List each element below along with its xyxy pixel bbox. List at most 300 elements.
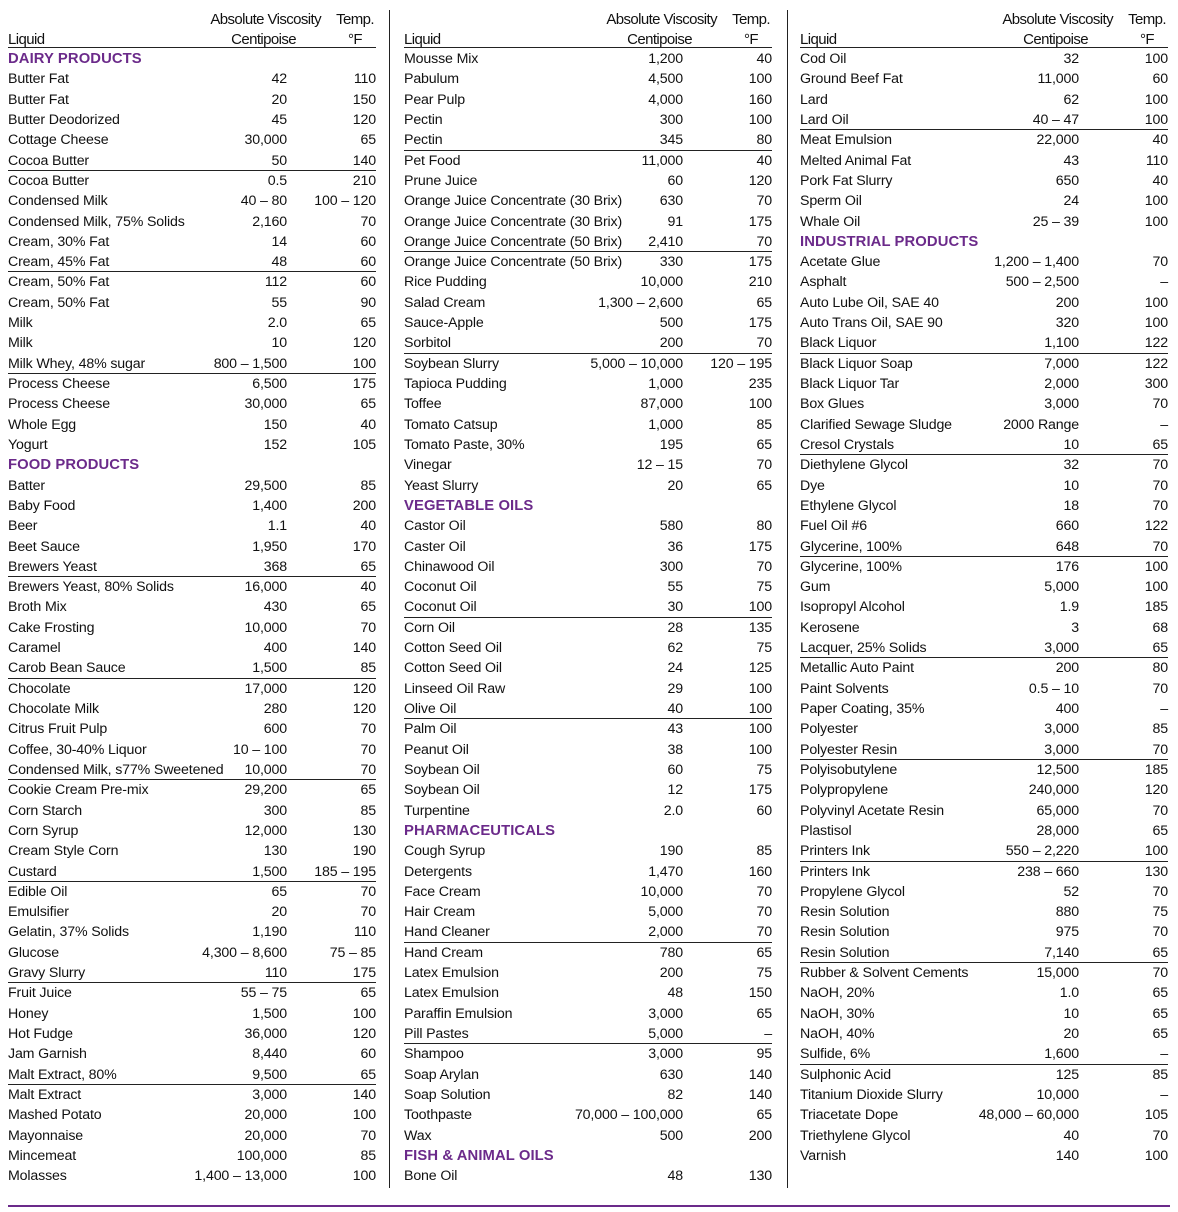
viscosity-value: 10 <box>1063 1005 1079 1022</box>
temperature-value: 100 – 120 <box>314 193 376 210</box>
viscosity-value: 52 <box>1063 883 1079 900</box>
table-row <box>800 191 1168 211</box>
table-row <box>8 313 376 333</box>
table-row <box>800 841 1168 861</box>
viscosity-value: 280 <box>263 701 287 717</box>
viscosity-value: 45 <box>271 111 287 128</box>
viscosity-value: 780 <box>659 944 683 961</box>
temperature-value: 100 <box>352 1107 376 1124</box>
temperature-value: 100 <box>748 396 772 413</box>
liquid-name: Lacquer, 25% Solids <box>800 640 927 657</box>
viscosity-value: 12,500 <box>1036 761 1079 778</box>
viscosity-value: 82 <box>667 1086 683 1103</box>
viscosity-value: 50 <box>271 152 287 169</box>
category-heading: PHARMACEUTICALS <box>404 822 556 839</box>
liquid-name: Condensed Milk, s77% Sweetened <box>8 761 224 778</box>
liquid-name: Batter <box>8 477 45 494</box>
liquid-name: Condensed Milk, 75% Solids <box>8 213 185 230</box>
liquid-name: Tapioca Pudding <box>404 376 507 392</box>
viscosity-value: 1,400 <box>252 497 287 514</box>
viscosity-value: 5,000 <box>1044 579 1079 596</box>
liquid-name: Vinegar <box>404 457 452 474</box>
table-row <box>8 882 376 902</box>
table-row <box>800 496 1168 516</box>
viscosity-value: 7,000 <box>1044 355 1079 372</box>
table-row <box>404 719 772 739</box>
liquid-name: Cresol Crystals <box>800 436 894 453</box>
table-row <box>8 293 376 313</box>
table-row <box>800 780 1168 800</box>
temperature-value: 135 <box>748 619 772 636</box>
liquid-name: Broth Mix <box>8 599 67 616</box>
viscosity-value: 40 <box>667 701 683 717</box>
temperature-value: 40 <box>360 518 376 535</box>
temperature-value: 70 <box>1152 680 1168 697</box>
table-row <box>404 476 772 496</box>
table-row <box>404 577 772 597</box>
viscosity-value: 48,000 – 60,000 <box>978 1107 1079 1124</box>
table-row <box>800 902 1168 922</box>
viscosity-value: 4,300 – 8,600 <box>202 944 287 961</box>
viscosity-value: 29,200 <box>244 782 287 799</box>
liquid-name: Resin Solution <box>800 924 890 941</box>
viscosity-value: 20,000 <box>244 1127 287 1144</box>
temperature-value: – <box>1160 416 1168 433</box>
category-heading: DAIRY PRODUCTS <box>8 51 142 67</box>
temperature-value: 200 <box>748 1127 772 1144</box>
table-row <box>404 1024 772 1044</box>
viscosity-value: 3,000 <box>648 1005 683 1022</box>
table-row <box>800 537 1168 557</box>
table-row <box>800 130 1168 150</box>
table-row <box>800 1004 1168 1024</box>
liquid-name: Polypropylene <box>800 782 888 799</box>
temperature-value: 65 <box>756 1005 772 1022</box>
liquid-name: Process Cheese <box>8 396 110 413</box>
temperature-value: 65 <box>360 599 376 616</box>
temperature-value: 70 <box>756 457 772 474</box>
temperature-value: 140 <box>352 640 376 657</box>
viscosity-value: 10 – 100 <box>232 741 287 758</box>
liquid-name: Polyvinyl Acetate Resin <box>800 802 945 819</box>
liquid-name: Wax <box>404 1127 432 1144</box>
liquid-name: Black Liquor <box>800 335 877 352</box>
category-heading: FOOD PRODUCTS <box>8 457 140 474</box>
liquid-name: Whole Egg <box>8 416 77 433</box>
temperature-value: 100 <box>1144 213 1168 230</box>
liquid-name: Pectin <box>404 111 443 128</box>
table-row <box>8 354 376 374</box>
liquid-name: Carob Bean Sauce <box>8 660 126 677</box>
table-row <box>800 69 1168 89</box>
table-row <box>404 902 772 922</box>
table-row <box>8 110 376 130</box>
table-row <box>800 1085 1168 1105</box>
temperature-value: 120 <box>352 1026 376 1042</box>
liquid-name: Olive Oil <box>404 701 457 717</box>
temperature-value: 60 <box>756 802 772 819</box>
temperature-value: 130 <box>748 1168 772 1185</box>
table-row <box>404 1065 772 1085</box>
table-row <box>8 252 376 272</box>
table-row <box>404 374 772 394</box>
category-heading: VEGETABLE OILS <box>404 497 534 514</box>
temperature-value: 70 <box>1152 497 1168 514</box>
liquid-name: Mashed Potato <box>8 1107 102 1124</box>
temperature-value: 70 <box>1152 254 1168 271</box>
table-column-3 <box>800 8 1168 1166</box>
liquid-name: Cream, 30% Fat <box>8 233 110 250</box>
temperature-value: 70 <box>1152 965 1168 982</box>
liquid-name: Bone Oil <box>404 1168 458 1185</box>
table-row <box>404 537 772 557</box>
liquid-name: Cotton Seed Oil <box>404 660 502 677</box>
liquid-name: Black Liquor Soap <box>800 355 913 372</box>
viscosity-value: 1,200 <box>648 51 683 67</box>
temperature-value: 40 <box>1152 172 1168 189</box>
liquid-name: Pill Pastes <box>404 1026 469 1042</box>
liquid-name: Emulsifier <box>8 904 69 921</box>
liquid-name: Toothpaste <box>404 1107 472 1124</box>
liquid-name: Salad Cream <box>404 294 486 311</box>
liquid-name: Box Glues <box>800 396 865 413</box>
header-rule <box>8 47 376 48</box>
table-row <box>8 597 376 617</box>
viscosity-value: 48 <box>667 1168 683 1185</box>
header-temp: Temp. <box>732 11 770 28</box>
table-row <box>8 801 376 821</box>
viscosity-value: 7,140 <box>1044 944 1079 961</box>
temperature-value: 120 <box>352 111 376 128</box>
liquid-name: Pabulum <box>404 71 459 88</box>
viscosity-value: 1,600 <box>1044 1046 1079 1063</box>
table-row <box>404 1166 772 1186</box>
table-row <box>800 740 1168 760</box>
table-row <box>8 1085 376 1105</box>
viscosity-value: 10,000 <box>244 761 287 778</box>
temperature-value: 70 <box>756 904 772 921</box>
temperature-value: 80 <box>756 518 772 535</box>
table-row <box>8 394 376 414</box>
temperature-value: 65 <box>360 396 376 413</box>
table-row <box>404 354 772 374</box>
temperature-value: 65 <box>360 315 376 332</box>
temperature-value: 85 <box>1152 1066 1168 1083</box>
table-row <box>8 516 376 536</box>
liquid-name: Clarified Sewage Sludge <box>800 416 952 433</box>
viscosity-value: 3,000 <box>1044 640 1079 657</box>
liquid-name: Corn Oil <box>404 619 455 636</box>
liquid-name: Metallic Auto Paint <box>800 660 914 677</box>
viscosity-value: 60 <box>667 761 683 778</box>
footer-rule <box>8 1205 1170 1207</box>
temperature-value: 122 <box>1144 355 1168 372</box>
viscosity-value: 880 <box>1055 904 1079 921</box>
table-row <box>8 1024 376 1044</box>
table-row <box>404 415 772 435</box>
liquid-name: Diethylene Glycol <box>800 457 908 474</box>
liquid-name: Lard Oil <box>800 111 849 128</box>
liquid-name: Dye <box>800 477 825 494</box>
viscosity-value: 36 <box>667 538 683 555</box>
table-row <box>800 313 1168 333</box>
temperature-value: – <box>1160 1046 1168 1063</box>
viscosity-value: 320 <box>1055 315 1079 332</box>
liquid-name: Tomato Paste, 30% <box>404 436 525 453</box>
liquid-name: Edible Oil <box>8 883 68 900</box>
table-row <box>800 212 1168 232</box>
liquid-name: Linseed Oil Raw <box>404 680 506 697</box>
liquid-name: Milk <box>8 335 33 352</box>
viscosity-value: 5,000 <box>648 904 683 921</box>
liquid-name: Mincemeat <box>8 1147 77 1164</box>
temperature-value: 85 <box>360 1147 376 1164</box>
viscosity-value: 1,400 – 13,000 <box>194 1168 287 1185</box>
table-row <box>800 801 1168 821</box>
liquid-name: Pear Pulp <box>404 91 465 108</box>
temperature-value: 65 <box>756 477 772 494</box>
temperature-value: 70 <box>360 741 376 758</box>
table-row <box>8 719 376 739</box>
temperature-value: 65 <box>756 436 772 453</box>
viscosity-value: 1,300 – 2,600 <box>598 294 683 311</box>
column-header <box>8 8 376 49</box>
viscosity-value: 30,000 <box>244 132 287 149</box>
header-rule <box>404 47 772 48</box>
liquid-name: Chocolate Milk <box>8 701 99 717</box>
liquid-name: Yeast Slurry <box>404 477 479 494</box>
viscosity-value: 20,000 <box>244 1107 287 1124</box>
liquid-name: Sauce-Apple <box>404 315 484 332</box>
viscosity-value: 29,500 <box>244 477 287 494</box>
viscosity-value: 2,000 <box>648 924 683 941</box>
table-row <box>404 1105 772 1125</box>
column-header <box>800 8 1168 49</box>
viscosity-value: 2,000 <box>1044 376 1079 392</box>
table-row <box>8 415 376 435</box>
temperature-value: 80 <box>756 132 772 149</box>
table-row <box>404 90 772 110</box>
table-row <box>404 49 772 69</box>
temperature-value: 175 <box>748 782 772 799</box>
table-row <box>8 841 376 861</box>
table-row <box>800 1146 1168 1166</box>
liquid-name: Gum <box>800 579 831 596</box>
liquid-name: Soap Solution <box>404 1086 491 1103</box>
table-row <box>800 577 1168 597</box>
viscosity-value: 5,000 <box>648 1026 683 1042</box>
temperature-value: 70 <box>1152 883 1168 900</box>
temperature-value: 65 <box>1152 985 1168 1002</box>
table-row <box>404 841 772 861</box>
viscosity-value: 1.0 <box>1059 985 1079 1002</box>
viscosity-value: 24 <box>667 660 683 677</box>
viscosity-value: 0.5 <box>267 172 287 189</box>
liquid-name: Detergents <box>404 863 472 880</box>
viscosity-value: 20 <box>271 904 287 921</box>
liquid-name: Ethylene Glycol <box>800 497 897 514</box>
viscosity-value: 29 <box>667 680 683 697</box>
viscosity-value: 150 <box>263 416 287 433</box>
temperature-value: 210 <box>748 274 772 291</box>
table-row <box>800 415 1168 435</box>
temperature-value: 122 <box>1144 335 1168 352</box>
liquid-name: Fuel Oil #6 <box>800 518 867 535</box>
temperature-value: – <box>1160 701 1168 717</box>
liquid-name: Paper Coating, 35% <box>800 701 925 717</box>
temperature-value: 70 <box>360 1127 376 1144</box>
liquid-name: Soybean Slurry <box>404 355 499 372</box>
viscosity-value: 40 <box>1063 1127 1079 1144</box>
temperature-value: 75 <box>756 965 772 982</box>
liquid-name: Glycerine, 100% <box>800 538 902 555</box>
viscosity-value: 630 <box>659 193 683 210</box>
header-liquid: Liquid <box>8 31 45 48</box>
temperature-value: 90 <box>360 294 376 311</box>
temperature-value: 95 <box>756 1046 772 1063</box>
temperature-value: 65 <box>756 944 772 961</box>
viscosity-value: 240,000 <box>1028 782 1079 799</box>
rows <box>8 49 376 1187</box>
temperature-value: 140 <box>748 1066 772 1083</box>
liquid-name: Sperm Oil <box>800 193 862 210</box>
table-row <box>800 963 1168 983</box>
table-row <box>800 597 1168 617</box>
temperature-value: 70 <box>360 213 376 230</box>
temperature-value: 100 <box>1144 315 1168 332</box>
temperature-value: 160 <box>748 91 772 108</box>
table-row <box>404 130 772 150</box>
temperature-value: – <box>1160 274 1168 291</box>
temperature-value: 70 <box>1152 924 1168 941</box>
viscosity-value: 330 <box>659 254 683 271</box>
temperature-value: 70 <box>1152 457 1168 474</box>
viscosity-value: 975 <box>1055 924 1079 941</box>
liquid-name: Hand Cream <box>404 944 483 961</box>
viscosity-value: 152 <box>263 436 287 453</box>
temperature-value: 100 <box>748 71 772 88</box>
viscosity-value: 55 – 75 <box>240 985 287 1002</box>
viscosity-value: 32 <box>1063 457 1079 474</box>
liquid-name: Polyester <box>800 721 858 738</box>
header-liquid: Liquid <box>404 31 441 48</box>
liquid-name: Orange Juice Concentrate (30 Brix) <box>404 193 623 210</box>
viscosity-value: 500 <box>659 1127 683 1144</box>
liquid-name: NaOH, 40% <box>800 1026 875 1042</box>
temperature-value: 70 <box>756 558 772 575</box>
temperature-value: 110 <box>353 924 376 941</box>
temperature-value: 140 <box>748 1086 772 1103</box>
temperature-value: 70 <box>756 193 772 210</box>
viscosity-value: 42 <box>271 71 287 88</box>
table-row <box>8 943 376 963</box>
temperature-value: 100 <box>748 741 772 758</box>
temperature-value: 100 <box>352 1168 376 1185</box>
liquid-name: Ground Beef Fat <box>800 71 903 88</box>
liquid-name: Melted Animal Fat <box>800 152 911 169</box>
viscosity-value: 65 <box>271 883 287 900</box>
viscosity-value: 500 <box>659 315 683 332</box>
liquid-name: Citrus Fruit Pulp <box>8 721 108 738</box>
liquid-name: Process Cheese <box>8 376 110 392</box>
temperature-value: 60 <box>360 274 376 291</box>
liquid-name: Palm Oil <box>404 721 457 738</box>
viscosity-value: 300 <box>263 802 287 819</box>
table-row <box>8 618 376 638</box>
table-row <box>8 1065 376 1085</box>
viscosity-value: 10,000 <box>640 883 683 900</box>
viscosity-value: 9,500 <box>252 1066 287 1083</box>
temperature-value: 75 <box>756 579 772 596</box>
viscosity-value: 20 <box>271 91 287 108</box>
liquid-name: Chinawood Oil <box>404 558 495 575</box>
viscosity-value: 0.5 – 10 <box>1028 680 1079 697</box>
liquid-name: Milk <box>8 315 33 332</box>
viscosity-value: 30 <box>667 599 683 616</box>
temperature-value: 60 <box>360 1046 376 1063</box>
temperature-value: 65 <box>360 985 376 1002</box>
liquid-name: Chocolate <box>8 680 71 697</box>
table-row <box>8 780 376 800</box>
liquid-name: Whale Oil <box>800 213 861 230</box>
viscosity-value: 130 <box>263 843 287 860</box>
table-row <box>800 719 1168 739</box>
table-row <box>404 922 772 942</box>
liquid-name: Rubber & Solvent Cements <box>800 965 969 982</box>
viscosity-value: 660 <box>1055 518 1079 535</box>
liquid-name: NaOH, 20% <box>800 985 875 1002</box>
viscosity-value: 345 <box>659 132 683 149</box>
temperature-value: 70 <box>360 904 376 921</box>
viscosity-value: 1,200 – 1,400 <box>994 254 1079 271</box>
liquid-name: Hand Cleaner <box>404 924 490 941</box>
liquid-name: Hot Fudge <box>8 1026 73 1042</box>
table-row <box>800 90 1168 110</box>
temperature-value: 175 <box>748 315 772 332</box>
temperature-value: 100 <box>748 111 772 128</box>
liquid-name: Castor Oil <box>404 518 466 535</box>
temperature-value: 70 <box>756 335 772 352</box>
viscosity-value: 11,000 <box>641 152 683 169</box>
liquid-name: Mousse Mix <box>404 51 479 67</box>
table-row <box>404 760 772 780</box>
liquid-name: Auto Trans Oil, SAE 90 <box>800 315 943 332</box>
liquid-name: Corn Starch <box>8 802 83 819</box>
temperature-value: – <box>764 1026 772 1042</box>
viscosity-value: 10 <box>1063 436 1079 453</box>
liquid-name: Cocoa Butter <box>8 172 90 189</box>
liquid-name: Peanut Oil <box>404 741 469 758</box>
temperature-value: 85 <box>360 802 376 819</box>
viscosity-value: 24 <box>1063 193 1079 210</box>
table-row <box>404 882 772 902</box>
temperature-value: 160 <box>748 863 772 880</box>
viscosity-value: 1,500 <box>252 863 287 880</box>
viscosity-value: 5,000 – 10,000 <box>590 355 683 372</box>
temperature-value: 300 <box>1144 376 1168 392</box>
liquid-name: Soybean Oil <box>404 761 480 778</box>
temperature-value: 110 <box>1145 152 1168 169</box>
header-liquid: Liquid <box>800 31 837 48</box>
temperature-value: 75 <box>756 640 772 657</box>
temperature-value: 70 <box>1152 1127 1168 1144</box>
viscosity-value: 1,950 <box>252 538 287 555</box>
header-temp-unit: °F <box>348 31 362 48</box>
liquid-name: Prune Juice <box>404 172 478 189</box>
temperature-value: 40 <box>360 579 376 596</box>
liquid-name: Cocoa Butter <box>8 152 90 169</box>
table-row <box>404 557 772 577</box>
